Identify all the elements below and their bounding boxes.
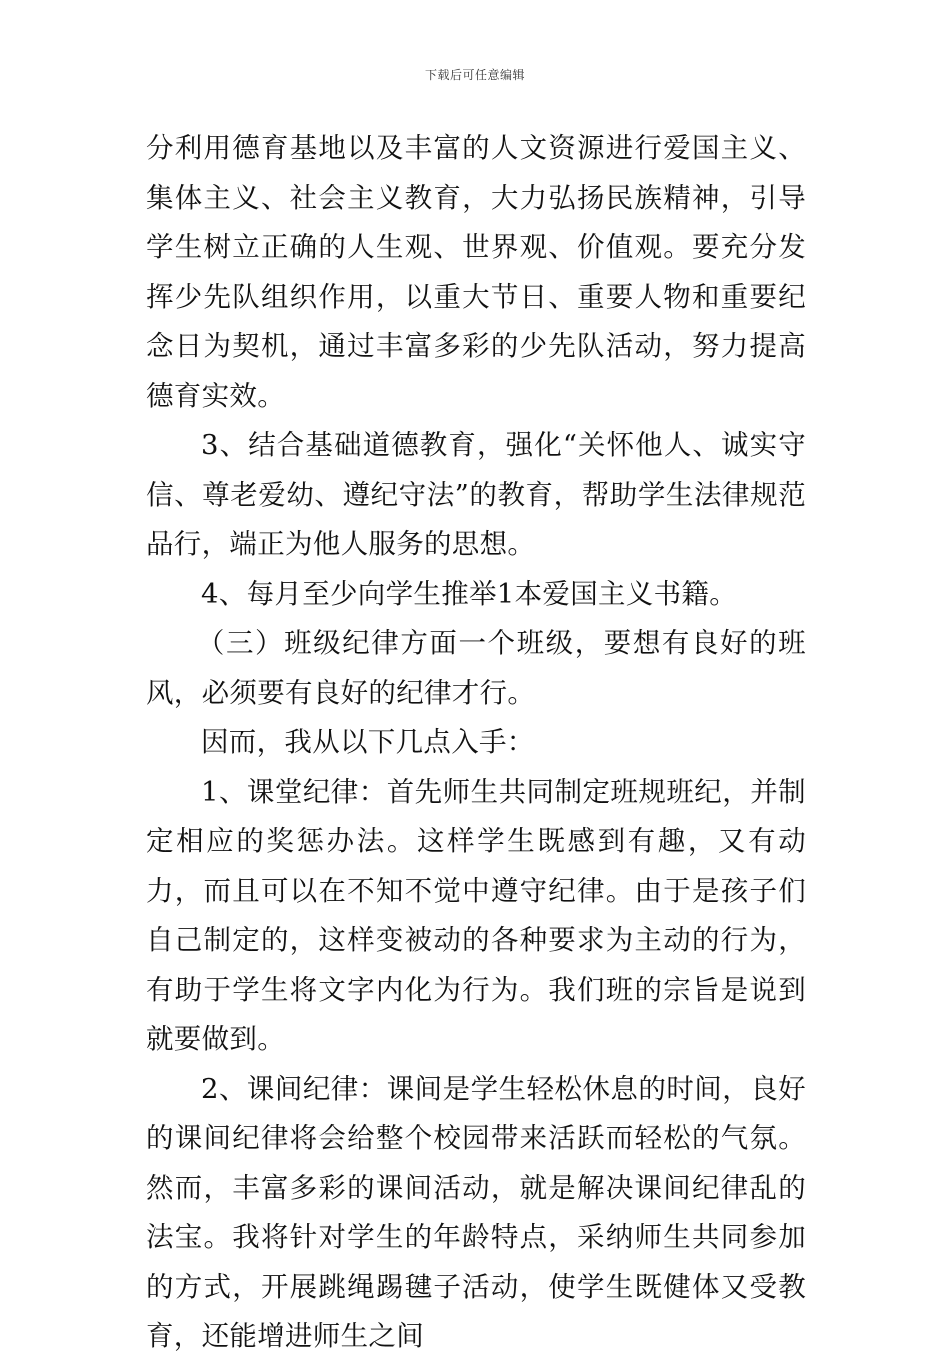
paragraph-break-discipline: 2、课间纪律：课间是学生轻松休息的时间，良好的课间纪律将会给整个校园带来活跃而轻松的气氛。然而，丰富多彩的课间活动，就是解决课间纪律乱的法宝。我将针对学生的年龄特点，采纳师生共同参加的方式，开展跳绳踢毽子活动，使学生既健体又受教育，还能增进师生之间 xyxy=(146,1072,806,1352)
paragraph-continuation: 分利用德育基地以及丰富的人文资源进行爱国主义、集体主义、社会主义教育，大力弘扬民族精神，引导学生树立正确的人生观、世界观、价值观。要充分发挥少先队组织作用，以重大节日、重要人物和重要纪念日为契机，通过丰富多彩的少先队活动，努力提高德育实效。 xyxy=(146,132,806,412)
paragraph-section-3: （三）班级纪律方面一个班级，要想有良好的班风，必须要有良好的纪律才行。 xyxy=(146,627,806,709)
header-note: 下载后可任意编辑 xyxy=(424,68,525,82)
paragraph-intro: 因而，我从以下几点入手： xyxy=(201,726,535,758)
paragraph-item-4: 4、每月至少向学生推举1本爱国主义书籍。 xyxy=(201,577,737,610)
paragraph-classroom-discipline: 1、课堂纪律：首先师生共同制定班规班纪，并制定相应的奖惩办法。这样学生既感到有趣，又有动力，而且可以在不知不觉中遵守纪律。由于是孩子们自己制定的，这样变被动的各种要求为主动的行为，有助于学生将文字内化为行为。我们班的宗旨是说到就要做到。 xyxy=(146,775,806,1055)
body-text xyxy=(146,124,806,1362)
paragraph-item-3: 3、结合基础道德教育，强化“关怀他人、诚实守信、尊老爱幼、遵纪守法”的教育，帮助学生法律规范品行，端正为他人服务的思想。 xyxy=(146,429,806,560)
